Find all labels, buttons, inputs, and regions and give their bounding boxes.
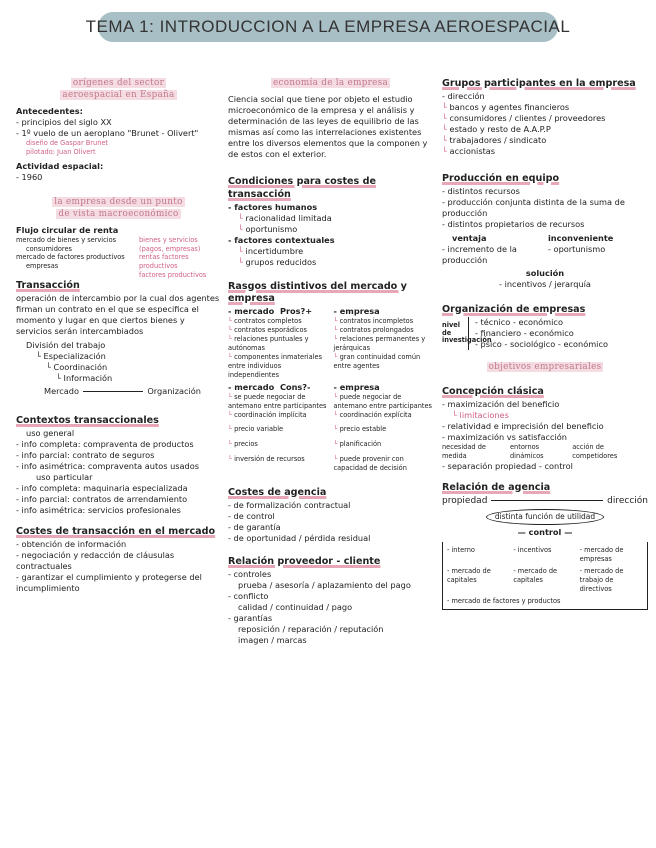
flujo-label: mercado de factores productivos bbox=[16, 253, 125, 262]
rasgo-item: └ precios bbox=[228, 440, 258, 449]
control-item: - mercado de trabajo de directivos bbox=[579, 566, 624, 593]
flujo-label: factores productivos bbox=[139, 271, 207, 280]
inconveniente-label: inconveniente bbox=[548, 232, 614, 243]
control-item: - interno bbox=[447, 546, 475, 555]
rasgo-item: └ precio variable bbox=[228, 425, 284, 434]
concepcion-item: - maximización del beneficio bbox=[442, 398, 560, 409]
rasgo-item: └ coordinación implícita bbox=[228, 410, 307, 419]
concepcion-item: - maximización vs satisfacción bbox=[442, 431, 567, 442]
relacion-heading: Relación proveedor - cliente bbox=[228, 556, 381, 568]
propiedad-label: propiedad bbox=[442, 495, 488, 506]
produccion-item: - producción conjunta distinta de la suma de producción bbox=[442, 197, 625, 219]
produccion-item: - distintos recursos bbox=[442, 186, 520, 197]
grupo-item: └ accionistas bbox=[442, 146, 496, 157]
transaccion-heading: Transacción bbox=[16, 280, 80, 292]
direccion-label: dirección bbox=[607, 495, 648, 506]
relacion-sub: calidad / continuidad / pago bbox=[238, 602, 353, 613]
concepcion-heading: Concepción clásica bbox=[442, 385, 544, 397]
transaccion-text: operación de intercambio por la cual dos agentes firman un contrato en el que se especifica el momento y lugar en que ciertos bienes y servicios serán intercambiados bbox=[16, 293, 220, 337]
contextos-sub: uso particular bbox=[36, 471, 93, 482]
rasgo-item: └ componentes inmateriales entre individuos independientes bbox=[228, 353, 323, 379]
control-item: - mercado de empresas bbox=[579, 546, 624, 563]
factor-item: └ grupos reducidos bbox=[238, 257, 317, 268]
factor-item: └ racionalidad limitada bbox=[238, 213, 332, 224]
objetivos-heading: objetivos empresariales bbox=[488, 361, 602, 372]
contexto-item: - info completa: maquinaria especializada bbox=[16, 482, 188, 493]
origenes-heading: orígenes del sector aeroespacial en España bbox=[62, 78, 175, 100]
agencia-item: - de control bbox=[228, 510, 275, 521]
rasgo-item: └ se puede negociar de antemano entre participantes bbox=[228, 392, 327, 410]
relacion-sub: imagen / marcas bbox=[238, 635, 307, 646]
grupo-item: └ bancos y agentes financieros bbox=[442, 102, 570, 112]
factores-humanos: - factores humanos bbox=[228, 202, 318, 213]
control-label: — control — bbox=[517, 527, 573, 538]
mercado-organizacion bbox=[44, 386, 201, 397]
control-item: - mercado de factores y productos bbox=[447, 596, 561, 605]
costes-heading: Costes de transacción en el mercado bbox=[16, 526, 216, 538]
contextos-heading: Contextos transaccionales bbox=[16, 414, 159, 426]
rasgo-item: └ relaciones puntuales y autónomas bbox=[228, 335, 309, 353]
inconveniente-item: - oportunismo bbox=[548, 243, 606, 254]
cons-grid bbox=[228, 393, 433, 473]
ventaja-item: - incremento de la producción bbox=[442, 243, 517, 265]
flujo-label: empresas bbox=[26, 262, 59, 271]
division-item: División del trabajo bbox=[26, 340, 106, 351]
contexto-item: - info asimétrica: compraventa autos usados bbox=[16, 460, 200, 471]
organizacion-heading: Organización de empresas bbox=[442, 303, 586, 315]
rasgo-item: └ inversión de recursos bbox=[228, 455, 305, 464]
column-middle bbox=[228, 78, 433, 647]
grupos-heading: Grupos participantes en la empresa bbox=[442, 78, 636, 89]
double-arrow-icon bbox=[83, 391, 143, 392]
grupo-item: └ trabajadores / sindicato bbox=[442, 135, 547, 146]
contexto-item: - info completa: compraventa de productos bbox=[16, 438, 194, 449]
organizacion-block bbox=[442, 317, 648, 350]
limitaciones-label: └ limitaciones bbox=[452, 409, 509, 420]
actividad-heading: Actividad espacial: bbox=[16, 160, 104, 171]
funcion-oval: distinta función de utilidad bbox=[442, 509, 648, 525]
rasgo-item: └ contratos incompletos bbox=[333, 317, 414, 326]
mercado-label: Mercado bbox=[44, 385, 80, 396]
control-box bbox=[442, 542, 648, 610]
relacion-agencia-heading: Relación de agencia bbox=[442, 481, 551, 493]
produccion-item: - distintos propietarios de recursos bbox=[442, 219, 585, 230]
flujo-label: (pagos, empresas) bbox=[139, 244, 201, 253]
control-item: - incentivos bbox=[513, 546, 552, 555]
pros-grid bbox=[228, 317, 433, 379]
rasgo-item: └ planificación bbox=[333, 440, 382, 449]
rasgo-item: └ contratos prolongados bbox=[333, 326, 414, 335]
antecedente-sub: diseño de Gaspar Brunet bbox=[26, 138, 109, 147]
column-left bbox=[16, 78, 221, 594]
rasgo-item: └ coordinación explícita bbox=[333, 410, 412, 419]
produccion-heading: Producción en equipo bbox=[442, 173, 560, 185]
flujo-label: consumidores bbox=[26, 244, 72, 253]
antecedente-item: - 1º vuelo de un aeroplano "Brunet - Olivert" bbox=[16, 127, 199, 138]
flujo-heading: Flujo circular de renta bbox=[16, 224, 119, 235]
control-item: - mercado de capitales bbox=[513, 566, 558, 584]
agencia-heading: Costes de agencia bbox=[228, 486, 327, 498]
rasgo-item: └ relaciones permanentes y jerárquicas bbox=[333, 335, 426, 353]
coste-item: - garantizar el cumplimiento y protegerse del incumplimiento bbox=[16, 572, 202, 594]
flujo-label: bienes y servicios bbox=[139, 235, 198, 244]
pros-header: - mercado Pros?+ - empresa bbox=[228, 306, 380, 317]
agencia-item: - de formalización contractual bbox=[228, 499, 351, 510]
agencia-item: - de oportunidad / pérdida residual bbox=[228, 533, 371, 544]
antecedente-item: - principios del siglo XX bbox=[16, 116, 112, 127]
column-right bbox=[442, 78, 648, 610]
ventaja-label: ventaja bbox=[452, 232, 487, 243]
nivel-label: nivel de investigación bbox=[442, 321, 492, 344]
contexto-item: - info parcial: contratos de arrendamiento bbox=[16, 493, 188, 504]
division-item: └ Coordinación bbox=[46, 362, 108, 373]
coste-item: - negociación y redacción de cláusulas contractuales bbox=[16, 550, 175, 572]
factor-item: └ incertidumbre bbox=[238, 246, 304, 257]
contextos-sub: uso general bbox=[26, 427, 75, 438]
note: necesidad de medida bbox=[442, 443, 486, 460]
relacion-item: - controles bbox=[228, 569, 272, 580]
contexto-item: - info parcial: contrato de seguros bbox=[16, 449, 155, 460]
grupo-item: └ consumidores / clientes / proveedores bbox=[442, 113, 606, 124]
contexto-item: - info asimétrica: servicios profesionales bbox=[16, 504, 181, 515]
organizacion-item: - técnico - económico bbox=[475, 316, 563, 327]
arrow-line bbox=[491, 500, 603, 501]
division-item: └ Información bbox=[56, 373, 113, 384]
page-title-banner bbox=[85, 12, 571, 42]
flujo-label: rentas factores productivos bbox=[139, 253, 189, 271]
grupo-item: └ estado y resto de A.A.P.P bbox=[442, 124, 551, 135]
rasgos-heading: Rasgos distintivos del mercado y empresa bbox=[228, 280, 407, 305]
page-title: TEMA 1: INTRODUCCION A LA EMPRESA AEROESPACIAL bbox=[85, 17, 571, 36]
rasgo-item: └ puede provenir con capacidad de decisión bbox=[333, 455, 407, 473]
relacion-item: - garantías bbox=[228, 613, 273, 624]
concepcion-item: - separación propiedad - control bbox=[442, 460, 573, 471]
rasgo-item: └ puede negociar de antemano entre participantes bbox=[333, 392, 432, 410]
macro-heading: la empresa desde un punto de vista macroeconómico bbox=[54, 196, 183, 219]
economia-text: Ciencia social que tiene por objeto el estudio microeconómico de la empresa y el análisis y determinación de las leyes de equilibrio de las mismas así como las interrelaciones existentes entre los diversos elementos que la componen y de estos con el exterior. bbox=[228, 93, 428, 160]
rasgo-item: └ contratos completos bbox=[228, 317, 302, 326]
relacion-sub: prueba / asesoría / aplazamiento del pago bbox=[238, 580, 411, 591]
relacion-item: - conflicto bbox=[228, 591, 269, 602]
relacion-sub: reposición / reparación / reputación bbox=[238, 624, 384, 635]
organizacion-item: - financiero - económico bbox=[475, 327, 574, 338]
note: entornos dinámicos bbox=[510, 443, 544, 460]
propiedad-direccion bbox=[442, 495, 648, 507]
agencia-item: - de garantía bbox=[228, 522, 281, 533]
actividad-item: - 1960 bbox=[16, 171, 43, 182]
grupo-item: - dirección bbox=[442, 90, 485, 101]
solucion-item: - incentivos / jerarquía bbox=[499, 278, 591, 289]
flujo-diagram bbox=[16, 236, 221, 280]
small-notes bbox=[442, 443, 648, 461]
rasgo-item: └ gran continuidad común entre agentes bbox=[333, 353, 421, 370]
organizacion-label: Organización bbox=[147, 385, 201, 396]
control-item: - mercado de capitales bbox=[447, 566, 491, 584]
economia-heading: economía de la empresa bbox=[272, 78, 389, 88]
flujo-label: mercado de bienes y servicios bbox=[16, 235, 117, 244]
cons-header: - mercado Cons?- - empresa bbox=[228, 381, 380, 392]
concepcion-item: - relatividad e imprecisión del beneficio bbox=[442, 420, 604, 431]
division-item: └ Especialización bbox=[36, 351, 106, 362]
ventaja-inconveniente bbox=[442, 233, 648, 266]
factores-contextuales: - factores contextuales bbox=[228, 235, 335, 246]
rasgo-item: └ contratos esporádicos bbox=[228, 326, 307, 335]
solucion-label: solución bbox=[525, 267, 565, 278]
organizacion-item: - psico - sociológico - económico bbox=[475, 338, 608, 349]
rasgo-item: └ precio estable bbox=[333, 425, 387, 434]
coste-item: - obtención de información bbox=[16, 538, 127, 549]
condiciones-heading: Condiciones para costes de transacción bbox=[228, 176, 376, 201]
antecedente-sub: pilotado: Juan Olivert bbox=[26, 147, 96, 156]
antecedentes-heading: Antecedentes: bbox=[16, 105, 83, 116]
note: acción de competidores bbox=[572, 443, 618, 460]
factor-item: └ oportunismo bbox=[238, 224, 298, 235]
